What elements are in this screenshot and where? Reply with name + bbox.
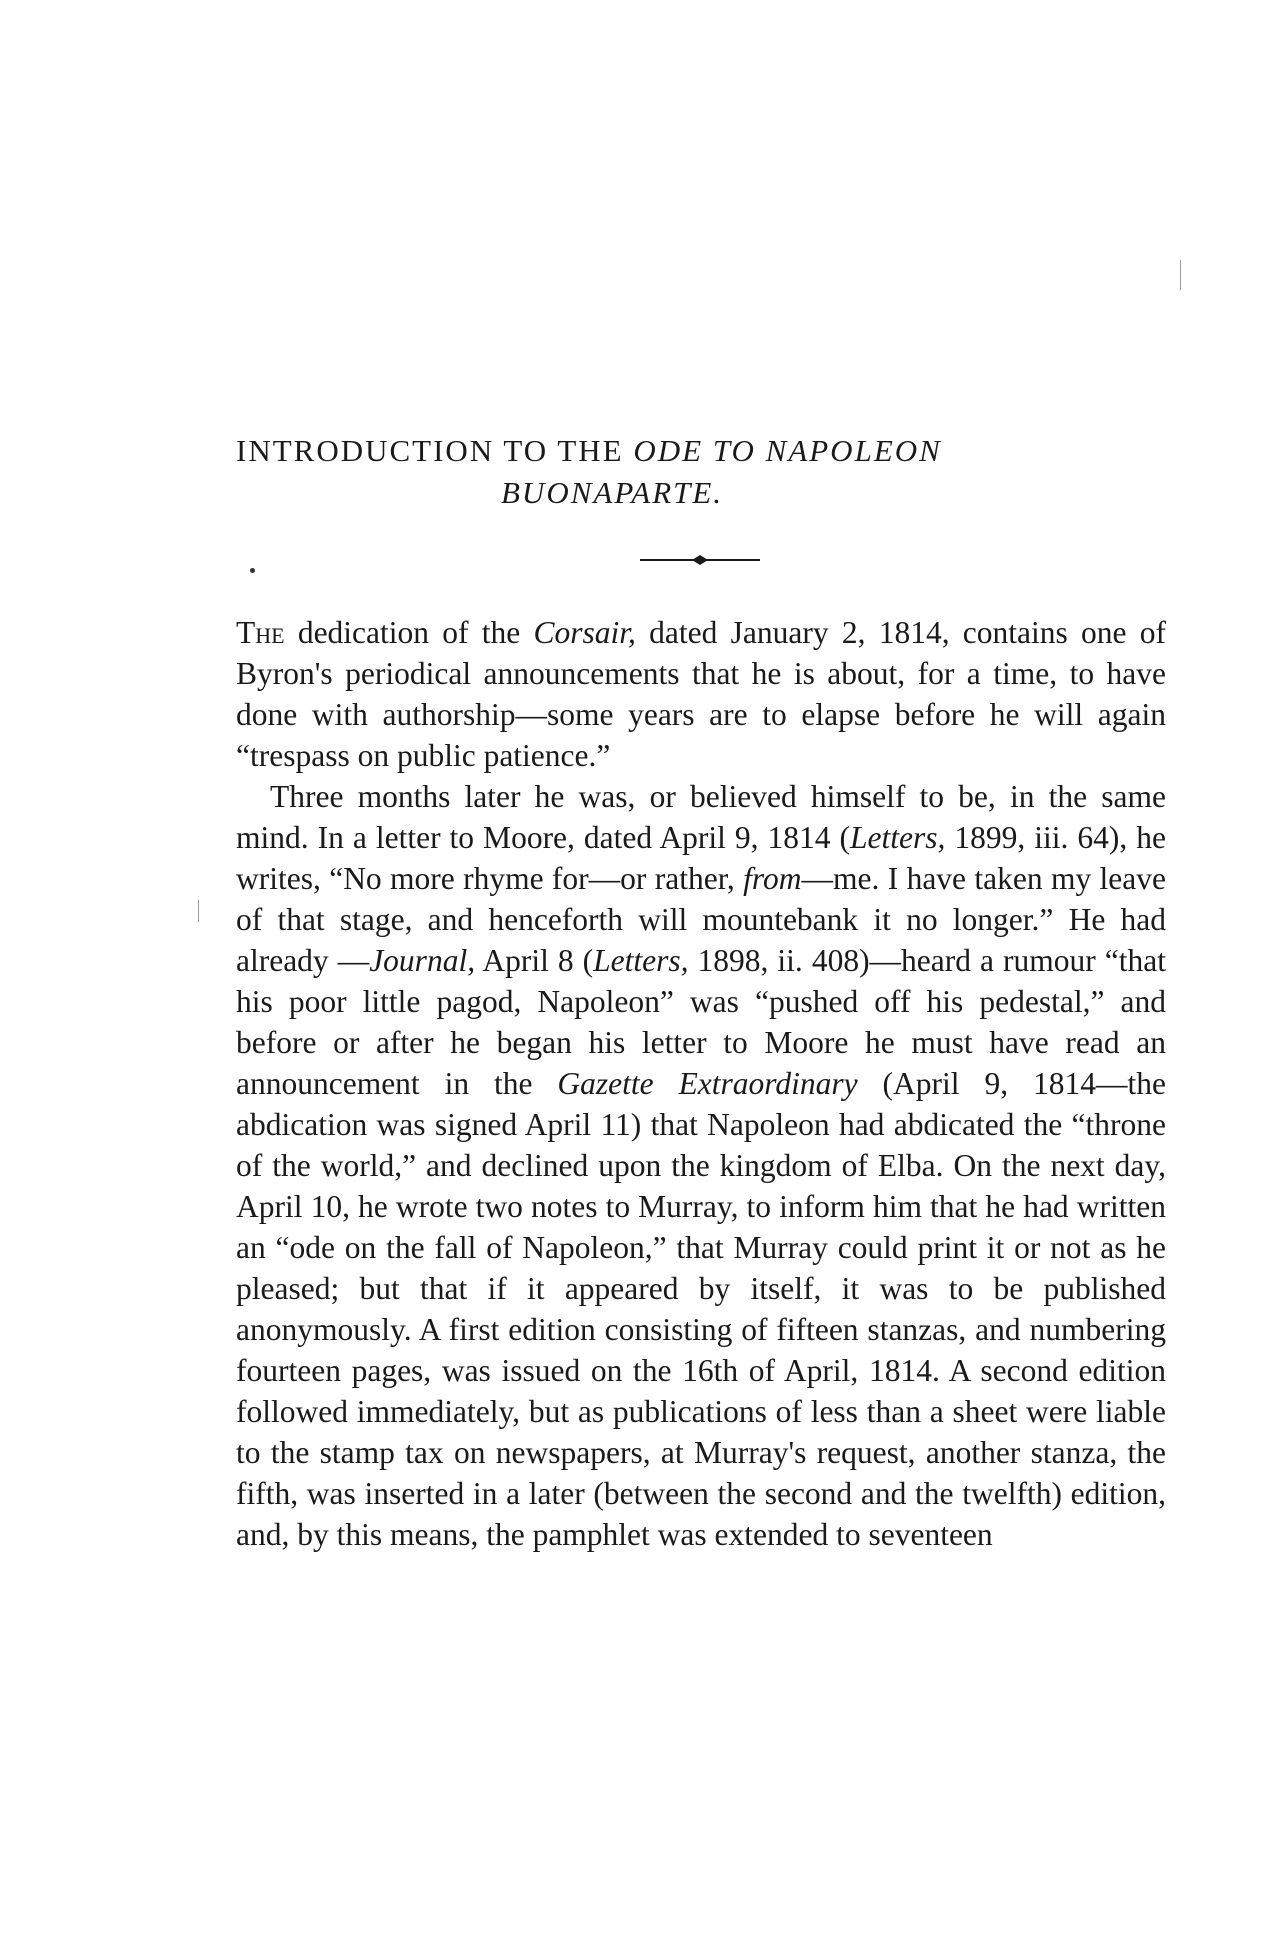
italic-run: from — [743, 861, 802, 896]
heading-prefix: INTRODUCTION TO THE — [236, 433, 634, 468]
print-speck — [250, 568, 255, 573]
text-run: dated January 2, 1814, contains one of Byron's periodical announcements that he is about, for a time, to have done with authorship—some years are to elapse before he will again “trespass on public patience.” — [236, 615, 1166, 773]
margin-mark — [198, 900, 199, 922]
margin-mark — [1180, 260, 1181, 290]
heading-italic-title: ODE TO NAPOLEON — [633, 433, 942, 468]
text-run: 1899, iii. 64), he writes, “No more rhyme for—or rather, — [236, 820, 1166, 896]
chapter-heading — [236, 430, 1176, 514]
opening-word: The — [236, 615, 285, 650]
text-run: (April 9, 1814—the abdication was signed April 11) that Napoleon had abdicated the “throne of the world,” and declined upon the kingdom of Elba. On the next day, April 10, he wrote two notes to Murray, to inform him that he had written an “ode on the fall of Napoleon,” that Murray could print it or not as he pleased; but that if it appeared by itself, it was to be published anonymously. A first edition consisting of fifteen stanzas, and numbering fourteen pages, was issued on the 16th of April, 1814. A second edition followed immediately, but as publications of less than a sheet were liable to the stamp tax on newspapers, at Murray's request, another stanza, the fifth, was inserted in a later (between the second and the twelfth) edition, and, by this means, the pamphlet was extended to seventeen — [236, 1066, 1166, 1552]
paragraph-2 — [236, 776, 1166, 1555]
italic-run: Letters, — [850, 820, 946, 855]
italic-run: Gazette Extraordinary — [557, 1066, 858, 1101]
text-run: April 8 ( — [475, 943, 594, 978]
paragraph-1 — [236, 612, 1166, 776]
text-run: Three months later he was, or believed himself to be, in the same mind. In a letter to Moore, dated April 9, 1814 ( — [236, 779, 1166, 855]
heading-line-2: BUONAPARTE. — [501, 475, 724, 510]
italic-run: Journal, — [369, 943, 476, 978]
heading-line-1 — [236, 430, 1176, 472]
text-run: dedication of the — [284, 615, 534, 650]
italic-run: Letters, — [593, 943, 689, 978]
text-run: 1898, ii. 408)—heard a rumour “that his poor little pagod, Napoleon” was “pushed off his pedestal,” and before or after he began his letter to Moore he must have read an announcement in the — [236, 943, 1166, 1101]
body-text — [236, 612, 1166, 1555]
italic-run: Corsair, — [533, 615, 636, 650]
text-run: —me. I have taken my leave of that stage, and henceforth will mountebank it no longer.” He had already — — [236, 861, 1166, 978]
divider-ornament — [640, 554, 760, 566]
